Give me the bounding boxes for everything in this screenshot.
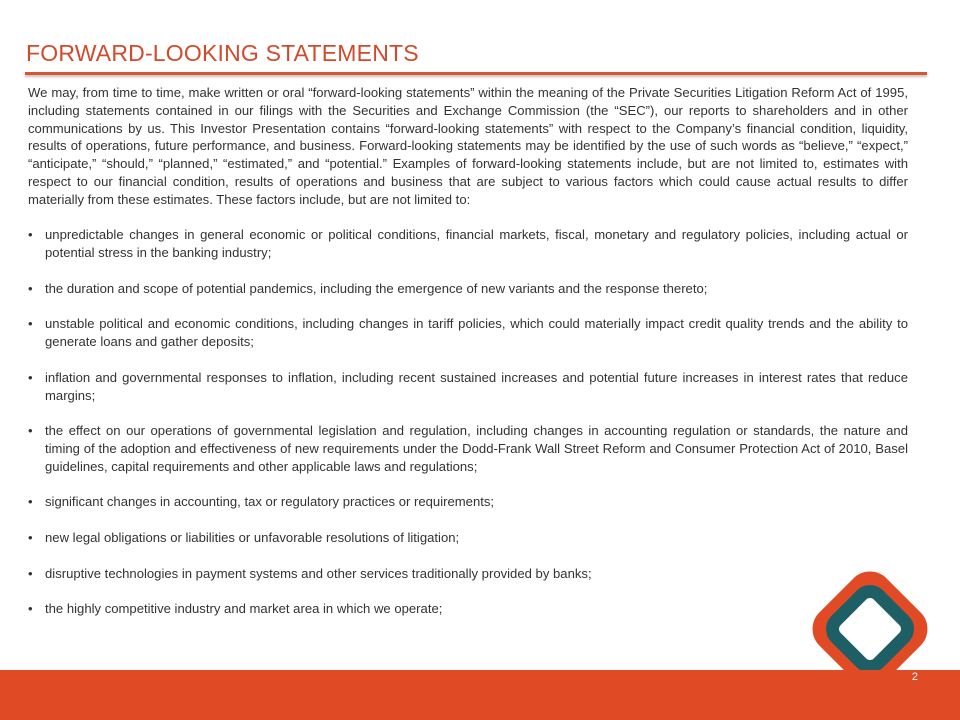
bullet-icon: •: [28, 369, 33, 385]
list-item-text: new legal obligations or liabilities or unfavorable resolutions of litigation;: [45, 529, 460, 545]
list-item: [28, 493, 908, 511]
intro-paragraph: We may, from time to time, make written or oral “forward-looking statements” within the meaning of the Private Securities Litigation Reform Act of 1995, including statements contained in our filings with the Securities and Exchange Commission (the “SEC”), our reports to shareholders and in other communications by us. This Investor Presentation contains “forward-looking statements” with respect to the Company’s financial condition, liquidity, results of operations, future performance, and business. Forward-looking statements may be identified by the use of such words as “believe,” “expect,” “anticipate,” “should,” “planned,” “estimated,” and “potential.” Examples of forward-looking statements include, but are not limited to, estimates with respect to our financial condition, results of operations and business that are subject to various factors which could cause actual results to differ materially from these estimates. These factors include, but are not limited to:: [28, 85, 908, 207]
list-item: [28, 529, 908, 547]
title-underline: [25, 72, 927, 75]
list-item-text: inflation and governmental responses to inflation, including recent sustained increases and potential future increases in interest rates that reduce margins;: [45, 369, 908, 403]
list-item-text: the effect on our operations of governmental legislation and regulation, including changes in accounting regulation or standards, the nature and timing of the adoption and effectiveness of new requirements under the Dodd-Frank Wall Street Reform and Consumer Protection Act of 2010, Basel guidelines, capital requirements and other applicable laws and regulations;: [45, 423, 908, 474]
bullet-icon: •: [28, 280, 33, 296]
slide-title: FORWARD-LOOKING STATEMENTS: [26, 40, 419, 66]
bullet-icon: •: [28, 529, 33, 545]
slide-body: [28, 84, 908, 618]
footer-bar: [0, 670, 960, 720]
list-item: [28, 422, 908, 475]
list-item: [28, 280, 908, 298]
bullet-icon: •: [28, 494, 33, 510]
list-item: [28, 226, 908, 262]
bullet-icon: •: [28, 423, 33, 439]
list-item: [28, 315, 908, 351]
bullet-icon: •: [28, 227, 33, 243]
bullet-icon: •: [28, 316, 33, 332]
bullet-icon: •: [28, 565, 33, 581]
page-number: 2: [911, 671, 918, 683]
list-item-text: the highly competitive industry and market area in which we operate;: [45, 601, 443, 617]
list-item: [28, 369, 908, 405]
list-item: [28, 565, 908, 583]
list-item-text: unstable political and economic conditions, including changes in tariff policies, which could materially impact credit quality trends and the ability to generate loans and gather deposits;: [45, 316, 908, 350]
bullet-icon: •: [28, 601, 33, 617]
list-item-text: significant changes in accounting, tax or regulatory practices or requirements;: [45, 494, 495, 510]
risk-factor-list: [28, 226, 908, 618]
list-item: [28, 600, 908, 618]
list-item-text: disruptive technologies in payment systems and other services traditionally provided by banks;: [45, 565, 592, 581]
list-item-text: unpredictable changes in general economic or political conditions, financial markets, fiscal, monetary and regulatory policies, including actual or potential stress in the banking industry;: [45, 227, 908, 261]
list-item-text: the duration and scope of potential pandemics, including the emergence of new variants and the response thereto;: [45, 280, 708, 296]
